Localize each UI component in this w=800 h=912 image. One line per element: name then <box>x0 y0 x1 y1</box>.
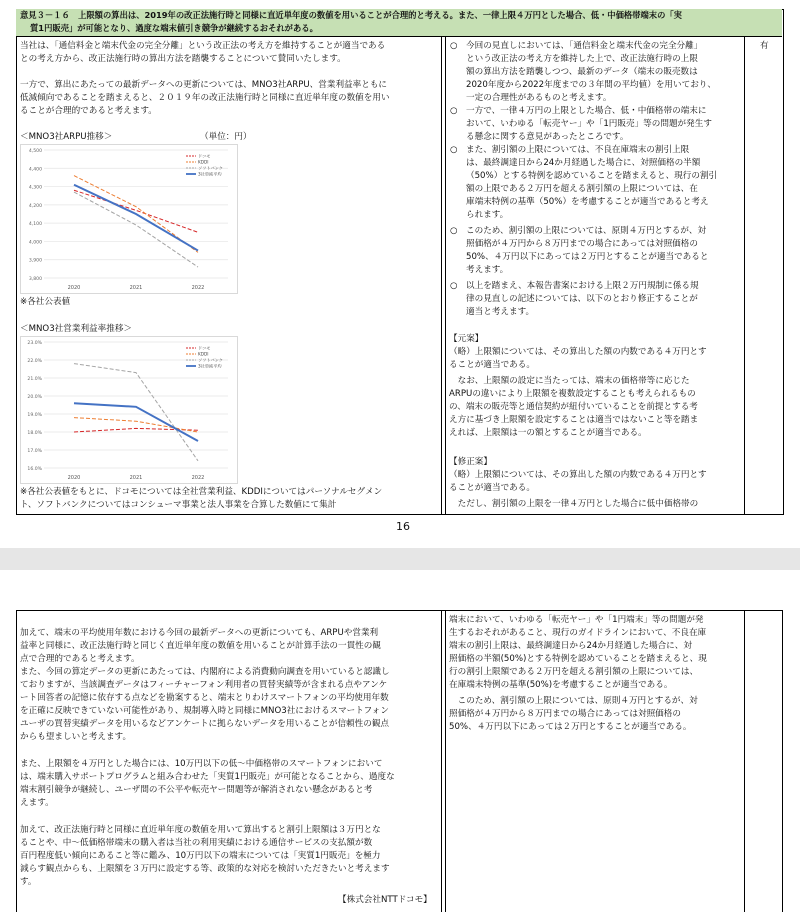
y-tick-label: 4,000 <box>28 240 42 246</box>
y-tick-label: 3,800 <box>28 277 42 282</box>
text-line: ただし、割引額の上限を一律４万円とした場合に低中価格帯の <box>449 499 699 509</box>
column-divider <box>445 610 446 912</box>
y-tick-label: 4,200 <box>28 203 42 209</box>
text-line: 減らす観点からも、上限額を３万円に設定する等、政策的な対応を検討いただきたいと考えます <box>20 864 390 874</box>
text-line: 行の割引上限額である２万円を超える割引額の上限については、 <box>449 667 699 677</box>
text-line: 低減傾向であることを踏まえると、２０１９年の改正法施行時と同様に直近単年度の数値を用い <box>20 93 390 103</box>
bullet-text-line: られます。 <box>466 210 509 220</box>
original-label: 【元案】 <box>449 334 484 344</box>
chart1-caption: ＜MNO3社ARPU推移＞ <box>20 132 113 142</box>
y-tick-label: 4,500 <box>28 149 42 154</box>
text-line: ることが適当である。 <box>449 483 535 493</box>
bullet-text-line: 庫端末特例の基準（50%）を考慮することが適当であると考え <box>466 197 709 207</box>
text-line: 照価格の半額(50%)とする特例を認めていることを踏まえると、現 <box>449 654 707 664</box>
text-line: 益率と同様に、改正法施行時と同じく直近単年度の数値を用いることが計算手法の一貫性の観 <box>20 641 381 651</box>
text-line: （略）上限額については、その算出した額の内数である４万円とす <box>449 347 707 357</box>
bullet-text-line: このため、割引額の上限については、原則４万円とするが、対 <box>466 226 707 236</box>
x-tick-label: 2020 <box>67 475 81 481</box>
text-line: 端末割引競争が継続し、ユーザ間の不公平や転売ヤー問題等が解消されない懸念があると考 <box>20 785 373 795</box>
bullet-text-line: （50%）とする特例を認めていることを踏まえると、現行の割引 <box>466 171 718 181</box>
text-line: 百円程度低い傾向にあること等に鑑み、10万円以下の端末については「実質1円販売」を極力 <box>20 851 381 861</box>
legend-label: ドコモ <box>198 345 211 351</box>
y-tick-label: 19.0% <box>27 413 42 418</box>
heading-line-1: 意見３－１６ 上限額の算出は、2019年の改正法施行時と同様に直近単年度の数値を用いることが合理的と考える。また、一律上限４万円とした場合、低・中価格帯端末の「実 <box>20 10 682 20</box>
x-tick-label: 2022 <box>191 285 205 291</box>
column-divider <box>441 37 442 514</box>
text-line: ることが合理的であると考えます。 <box>20 106 157 116</box>
text-line: は、端末購入サポートプログラムと組み合わせた「実質1円販売」が可能となることから、過度な <box>20 772 395 782</box>
chart1-source: ※各社公表値 <box>20 297 71 307</box>
y-tick-label: 4,400 <box>28 167 42 173</box>
text-line: （略）上限額については、その算出した額の内数である４万円とす <box>449 470 707 480</box>
legend-label: KDDI <box>198 351 209 357</box>
bullet-text-line: 今回の見直しにおいては、「通信料金と端末代金の完全分離」 <box>466 41 703 51</box>
page-number: 16 <box>396 520 410 533</box>
legend-label: ドコモ <box>198 153 211 159</box>
y-tick-label: 16.0% <box>27 467 42 472</box>
bullet-text-line: おいて、いわゆる「転売ヤー」や「1円販売」等の問題が発生す <box>466 119 712 129</box>
signature: 【株式会社NTTドコモ】 <box>338 895 432 905</box>
revised-label: 【修正案】 <box>449 457 492 467</box>
bullet-text-line: 律の見直しの記述については、以下のとおり修正することが <box>466 294 698 304</box>
text-line: からも望ましいと考えます。 <box>20 732 132 742</box>
bullet-text-line: また、割引額の上限については、不良在庫端末の割引上限 <box>466 145 690 155</box>
text-line: また、今回の算定データの更新にあたっては、内閣府による消費動向調査を用いていると認識し <box>20 667 390 677</box>
text-line: ユーザの買替実績データを用いるなどアンケートに拠らないデータを用いることが信頼性の観点 <box>20 719 390 729</box>
text-line: 生するおそれがあること、現行のガイドラインにおいて、不良在庫 <box>449 628 707 638</box>
bullet-text-line: 50%、４万円以下にあっては２万円とすることが適当であると <box>466 252 709 262</box>
text-line: ることや、中～低価格帯端末の購入者は当社の利用実績における通信サービスの支払額が数 <box>20 838 373 848</box>
text-line: 50%、４万円以下にあっては２万円とすることが適当である。 <box>449 722 692 732</box>
bullet-mark: ○ <box>450 41 458 51</box>
bullet-text-line: 照価格が４万円から８万円までの場合にあっては対照価格の <box>466 239 698 249</box>
y-tick-label: 17.0% <box>27 449 42 454</box>
x-tick-label: 2021 <box>129 475 143 481</box>
bullet-mark: ○ <box>450 106 458 116</box>
table-top-border <box>16 610 783 611</box>
legend-label: KDDI <box>198 159 209 165</box>
text-line: 端末において、いわゆる「転売ヤー」や「1円端末」等の問題が発 <box>449 615 704 625</box>
text-line: えれば、上限額は一の額とすることが適当である。 <box>449 428 647 438</box>
text-line: 点で合理的であると考えます。 <box>20 654 140 664</box>
text-line: また、上限額を４万円とした場合には、10万円以下の低～中価格帯のスマートフォンにおいて <box>20 759 383 769</box>
bullet-text-line: る懸念に関する意見があったところです。 <box>466 132 629 142</box>
footnote-line: ト、ソフトバンクについてはコンシューマ事業と法人事業を合算した数値にて集計 <box>20 500 337 510</box>
text-line: 照価格が４万円から８万円までの場合にあっては対照価格の <box>449 709 681 719</box>
text-line: との考え方から、改正法施行時の算出方法を踏襲することについて賛同いたします。 <box>20 54 346 64</box>
column-divider <box>744 610 745 912</box>
y-tick-label: 23.0% <box>27 341 42 346</box>
text-line: 加えて、改正法施行時と同様に直近単年度の数値を用いて算出すると割引上限額は３万円とな <box>20 825 381 835</box>
x-tick-label: 2021 <box>129 285 143 291</box>
text-line: 当社は、「通信料金と端末代金の完全分離」という改正法の考え方を維持することが適当である <box>20 41 386 51</box>
text-line: 加えて、端末の平均使用年数における今回の最新データへの更新についても、ARPUや営業利 <box>20 628 379 638</box>
footnote-line: ※各社公表値をもとに、ドコモについては全社営業利益、KDDIについてはパーソナルセグメン <box>20 487 383 497</box>
bullet-text-line: 一定の合理性があるものと考えます。 <box>466 93 612 103</box>
text-line: えます。 <box>20 798 54 808</box>
revision-flag: 有 <box>760 41 769 51</box>
bullet-text-line: 一方で、一律４万円の上限とした場合、低・中価格帯の端末に <box>466 106 707 116</box>
column-divider <box>445 37 446 514</box>
bullet-text-line: 額の算出方法を踏襲しつつ、最新のデータ（端末の販売数は <box>466 67 698 77</box>
y-tick-label: 22.0% <box>27 359 42 364</box>
page-separator <box>0 548 800 570</box>
y-tick-label: 21.0% <box>27 377 42 382</box>
bullet-text-line: 2020年度から2022年度までの３年間の平均値）を用いており、 <box>466 80 716 90</box>
y-tick-label: 4,100 <box>28 222 42 228</box>
legend-label: 3社単純平均 <box>198 171 222 177</box>
bullet-mark: ○ <box>450 145 458 155</box>
heading-line-2: 質1円販売」が可能となり、過度な端末値引き競争が継続するおそれがある。 <box>30 23 318 33</box>
legend-label: 3社単純平均 <box>198 363 222 369</box>
chart2-caption: ＜MNO3社営業利益率推移＞ <box>20 324 133 334</box>
text-line: ておりますが、当該調査データはフィーチャーフォン利用者の買替実績等が含まれる点やアンケ <box>20 680 388 690</box>
operating-margin-line-chart <box>20 336 238 484</box>
table-left-border <box>16 610 17 912</box>
column-divider <box>441 610 442 912</box>
y-tick-label: 18.0% <box>27 431 42 436</box>
text-line: 在庫端末特例の基準(50%)を考慮することが適当である。 <box>449 680 673 690</box>
text-line: 一方で、算出にあたっての最新データへの更新については、MNO3社ARPU、営業利益率ともに <box>20 80 388 90</box>
bullet-mark: ○ <box>450 226 458 236</box>
text-line: す。 <box>20 877 37 887</box>
text-line: ることが適当である。 <box>449 360 535 370</box>
arpu-line-chart <box>20 144 238 294</box>
text-line: の、端末の販売等と通信契約が紐付いていることを前提とする考 <box>449 402 698 412</box>
text-line: このため、割引額の上限については、原則４万円とするが、対 <box>449 696 698 706</box>
text-line: え方に基づき上限額を設定することは適当ではないこと等を踏ま <box>449 415 699 425</box>
x-tick-label: 2022 <box>191 475 205 481</box>
legend-label: ソフトバンク <box>198 165 223 171</box>
y-tick-label: 20.0% <box>27 395 42 400</box>
bullet-text-line: 額の上限である２万円を超える割引額の上限については、在 <box>466 184 698 194</box>
bullet-text-line: は、最終調達日から24か月経過した場合に、対照価格の半額 <box>466 158 701 168</box>
column-divider <box>744 37 745 514</box>
opinion-heading <box>16 9 782 37</box>
table-right-border <box>782 610 783 912</box>
bullet-text-line: 適当と考えます。 <box>466 307 535 317</box>
y-tick-label: 4,300 <box>28 185 42 191</box>
bullet-text-line: という改正法の考え方を維持した上で、改正法施行時の上限 <box>466 54 698 64</box>
text-line: 端末の割引上限は、最終調達日から24か月経過した場合に、対 <box>449 641 692 651</box>
bullet-mark: ○ <box>450 281 458 291</box>
document-page-2 <box>0 570 800 912</box>
text-line: ート回答者の記憶に依存する点などを勘案すると、端末とりわけスマートフォンの平均使用年数 <box>20 693 389 703</box>
text-line: ARPUの違いにより上限額を複数設定することも考えられるもの <box>449 389 696 399</box>
y-tick-label: 3,900 <box>28 258 42 264</box>
bullet-text-line: 以上を踏まえ、本報告書案における上限２万円規制に係る規 <box>466 281 699 291</box>
text-line: を正確に反映できていない可能性があり、規制導入時と同様にMNO3社におけるスマートフォン <box>20 706 389 716</box>
text-line: なお、上限額の設定に当たっては、端末の価格帯等に応じた <box>449 376 690 386</box>
x-tick-label: 2020 <box>67 285 81 291</box>
chart1-unit: （単位：円） <box>200 132 252 142</box>
legend-label: ソフトバンク <box>198 357 223 363</box>
bullet-text-line: 考えます。 <box>466 265 509 275</box>
